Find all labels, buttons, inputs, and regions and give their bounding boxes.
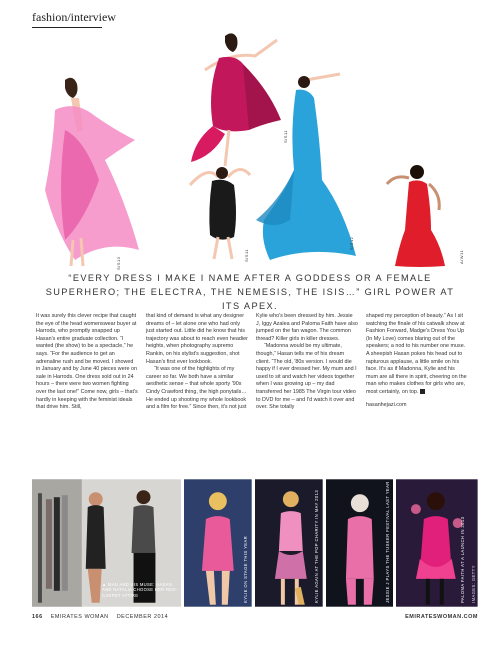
pull-quote: “EVERY DRESS I MAKE I NAME AFTER A GODDESS OR A FEMALE SUPERHERO; THE ELECTRA, THE NEMESIS, THE ISIS…” GIRL POWER AT ITS APEX. (45, 273, 455, 311)
designer-website: hasanhejazi.com (366, 401, 407, 408)
studio-caption: ▲ MAN AND HIS MUSE: HASAN AND NATALIA CHOOSE HER RED-CARPET ATTIRE (102, 582, 178, 598)
column-4-text (366, 313, 468, 397)
kylie-charity-photo (255, 479, 323, 607)
page-number: 166 (32, 614, 43, 620)
jessie-j-photo (326, 479, 394, 607)
article-column-2 (146, 313, 248, 473)
paloma-faith-caption: PALOMA FAITH AT A LAUNCH IN 2013 (460, 516, 466, 603)
magenta-dress-code: S/S11 (283, 129, 288, 143)
red-dress-illustration (375, 160, 455, 270)
blue-dress-illustration (250, 70, 360, 265)
column-3-paragraph-2: “Madonna would be my ultimate, though,” Hasan tells me of his dream client. “The old, '80s version. I would die happy if I ever dressed her. My mum and I used to sit and watch her videos together when I was growing up – my dad transferred her 1985 The Virgin tour video to DVD for me – and I'd watch it over and over. She totally (256, 343, 357, 411)
red-dress-figure (375, 160, 455, 270)
photo-kylie-stage (184, 479, 252, 607)
pink-dress-figure (35, 70, 145, 270)
article-column-4 (366, 313, 468, 473)
jessie-j-caption: JESSIE J PLAYS THE TUSKER FESTIVAL LAST YEAR (384, 481, 390, 603)
pink-dress-code: S/S13 (116, 256, 121, 270)
red-dress-code: A/W11 (459, 249, 464, 264)
blue-dress-code: S/S12 (349, 236, 354, 250)
photo-paloma-faith (396, 479, 478, 607)
footer-right (405, 614, 478, 620)
magazine-website: EMIRATESWOMAN.COM (405, 614, 478, 620)
column-4-paragraph: shaped my perception of beauty.” As I sit watching the finale of his catwalk show at Fashion Forward, Madge's Dress You Up (In My Love) comes blaring out of the speakers; a nod to his number one muse. A sheepish Hasan pokes his head out to rapturous applause, a little smile on his face. It's as if Madonna, Kylie and his mum are all there in spirit, cheering on the man who makes clothes for girls who are, most certainly, on top. (366, 313, 467, 395)
issue-date: DECEMBER 2014 (116, 614, 169, 620)
article-column-1 (36, 313, 138, 473)
column-3-paragraph-1: Kylie who's been dressed by him. Jessie J, Iggy Azalea and Paloma Faith have also jumped on the fan wagon. The common thread? Killer girls in killer dresses. (256, 313, 358, 342)
column-1-text: It was surely this clever recipe that caught the eye of the head womenswear buyer at Harrods, who promptly snapped up Hasan's entire graduate collection. “I wanted (the show) to be a spectacle,” he says. “For the audience to get an adrenaline rush and be moved. I showed in January and by June 40 pieces were on sale in Harrods. One dress sold out in 24 hours – there were two women fighting over the last one!” Come now, girls – that's hardly in keeping with the feminist ideals that drive him. Still, (36, 313, 138, 411)
page-footer (32, 614, 478, 620)
pink-dress-illustration (35, 70, 145, 270)
column-2-paragraph-2: “It was one of the highlights of my career so far. We both have a similar aesthetic sense – that whole sporty '90s Cindy Crawford thing, the high ponytails…He ended up shooting my whole lookbook and a film for free.” Since then, it's not just (146, 366, 247, 411)
column-2-paragraph-1: that kind of demand is what any designer dreams of – let alone one who had only just started out. Little did he know that his trajectory was about to reach even headier heights, when photography supremo Rankin, on his stylist's suggestion, shot Hasan's first ever lookbook. (146, 313, 248, 365)
kylie-charity-caption: KYLIE AGAIN AT THE POP CHARITY IN MAY 2013 (314, 489, 319, 603)
article-column-3 (256, 313, 358, 473)
image-credit: IMAGES: GETTY (471, 565, 477, 603)
end-mark-icon (420, 389, 425, 394)
article-columns (36, 313, 468, 473)
black-dress-code: S/S11 (244, 248, 249, 262)
photo-jessie-j (326, 479, 394, 607)
photo-studio (32, 479, 181, 607)
paloma-faith-photo (396, 479, 478, 607)
black-dress-illustration (178, 155, 258, 260)
photo-strip (32, 479, 478, 607)
black-dress-figure (178, 155, 258, 260)
section-heading: fashion/interview (32, 10, 116, 24)
photo-kylie-charity (255, 479, 323, 607)
blue-dress-figure (250, 70, 360, 265)
kylie-stage-photo (184, 479, 252, 607)
kylie-stage-caption: KYLIE ON STAGE THIS YEAR (243, 535, 249, 603)
magazine-title: EMIRATES WOMAN (50, 614, 109, 620)
footer-left (32, 614, 174, 620)
